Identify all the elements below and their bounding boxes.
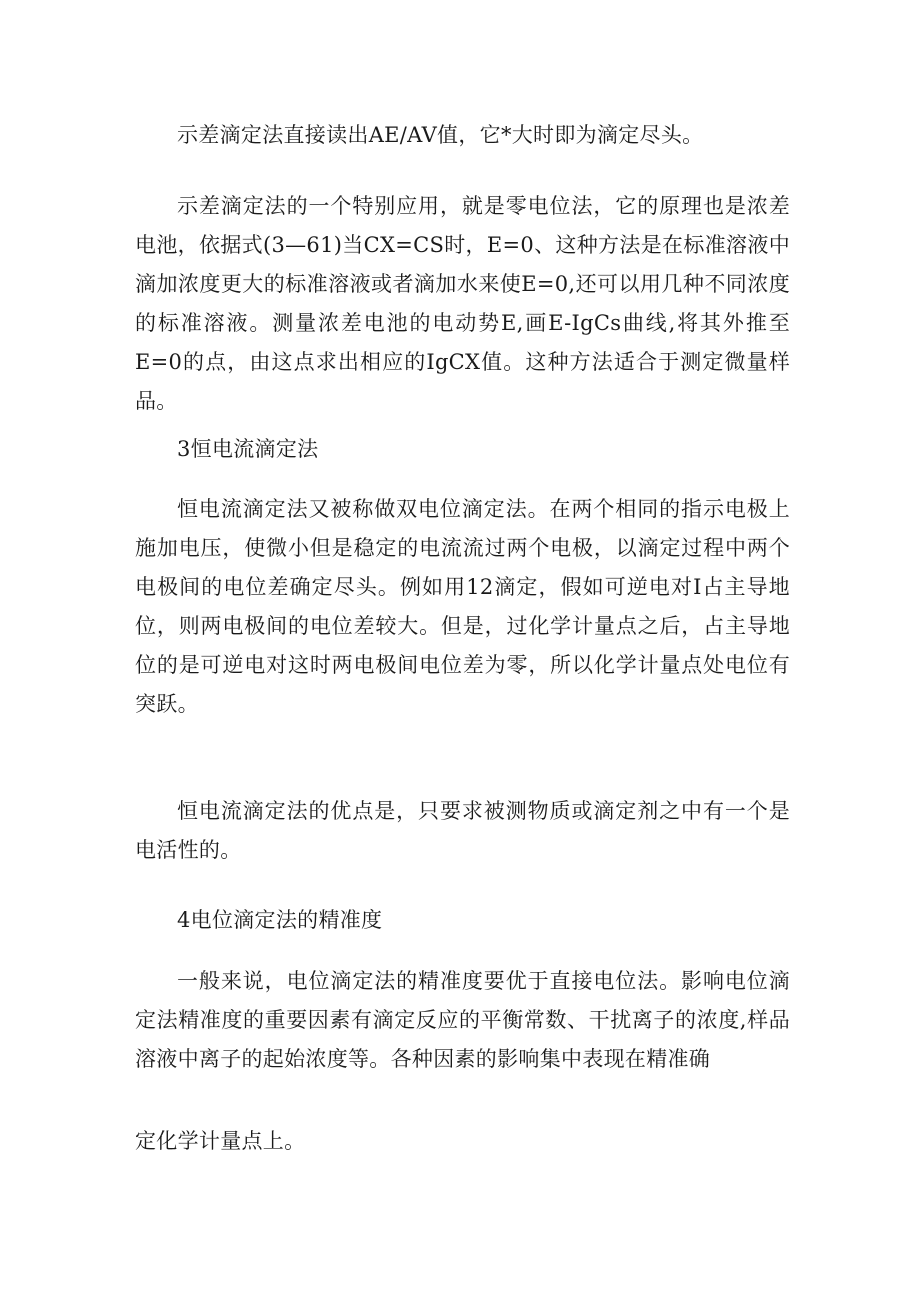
paragraph-differential-titration-endpoint: 示差滴定法直接读出AE/AV值，它*大时即为滴定尽头。 xyxy=(177,123,704,147)
paragraph-zero-potential-method: 示差滴定法的一个特别应用，就是零电位法，它的原理也是浓差电池，依据式(3—61)当CX=CS时，E=0、这种方法是在标准溶液中滴加浓度更大的标准溶液或者滴加水来使E=0,还可以用几种不同浓度的标准溶液。测量浓差电池的电动势E,画E-IgCs曲线,将其外推至E=0的点，由这点求出相应的IgCX值。这种方法适合于测定微量样品。 xyxy=(135,194,790,413)
section-heading-constant-current-titration: 3恒电流滴定法 xyxy=(177,437,319,461)
paragraph-constant-current-description: 恒电流滴定法又被称做双电位滴定法。在两个相同的指示电极上施加电压，使微小但是稳定的电流流过两个电极，以滴定过程中两个电极间的电位差确定尽头。例如用12滴定，假如可逆电对I占主导地位，则两电极间的电位差较大。但是，过化学计量点之后，占主导地位的是可逆电对这时两电极间电位差为零，所以化学计量点处电位有突跃。 xyxy=(135,497,790,716)
section-heading-accuracy: 4电位滴定法的精准度 xyxy=(177,908,383,932)
paragraph-constant-current-advantage: 恒电流滴定法的优点是，只要求被测物质或滴定剂之中有一个是电活性的。 xyxy=(135,799,790,862)
paragraph-accuracy-factors: 一般来说，电位滴定法的精准度要优于直接电位法。影响电位滴定法精准度的重要因素有滴定反应的平衡常数、干扰离子的浓度,样品溶液中离子的起始浓度等。各种因素的影响集中表现在精准确 xyxy=(135,969,790,1071)
paragraph-accuracy-tail: 定化学计量点上。 xyxy=(135,1129,306,1153)
